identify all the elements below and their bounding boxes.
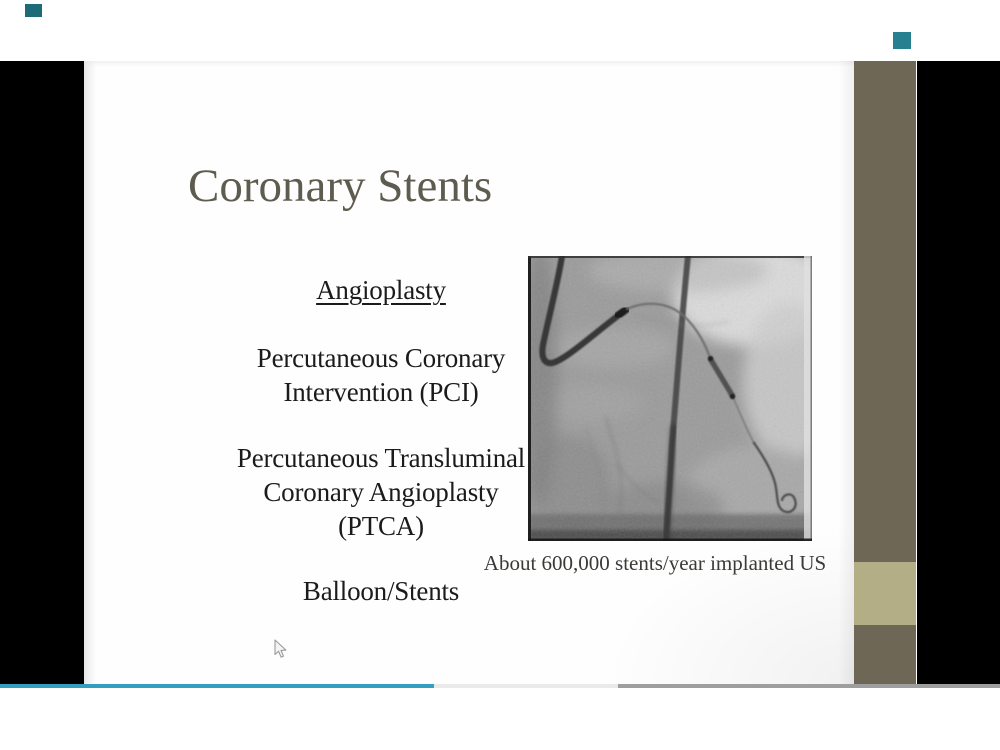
bullet-line: Angioplasty	[316, 275, 446, 305]
teal-artifact-top-left	[25, 4, 42, 17]
mouse-cursor	[273, 639, 288, 660]
bullet-line: Coronary Angioplasty	[263, 477, 499, 507]
bullet-line: Percutaneous Coronary	[256, 343, 506, 373]
letterbox-right	[917, 61, 1000, 684]
progress-bar[interactable]	[0, 684, 1000, 688]
side-band-highlight-square	[854, 562, 916, 625]
image-caption: About 600,000 stents/year implanted US	[483, 551, 827, 575]
progress-played-segment	[0, 684, 434, 688]
bullet-line: (PTCA)	[338, 511, 424, 541]
bullet-ptca	[182, 441, 580, 543]
bullet-balloon-stents	[182, 574, 580, 608]
slide-side-band	[854, 61, 916, 684]
slide-title: Coronary Stents	[188, 160, 493, 212]
bullet-angioplasty	[182, 273, 580, 307]
progress-buffered-segment	[434, 684, 618, 688]
letterbox-left	[0, 61, 84, 684]
bullet-line: Intervention (PCI)	[283, 377, 479, 407]
bullet-line: Balloon/Stents	[302, 576, 460, 606]
angiogram-image	[528, 256, 812, 541]
teal-artifact-right	[893, 32, 911, 49]
bullet-pci	[182, 341, 580, 409]
bullet-line: Percutaneous Transluminal	[236, 443, 526, 473]
